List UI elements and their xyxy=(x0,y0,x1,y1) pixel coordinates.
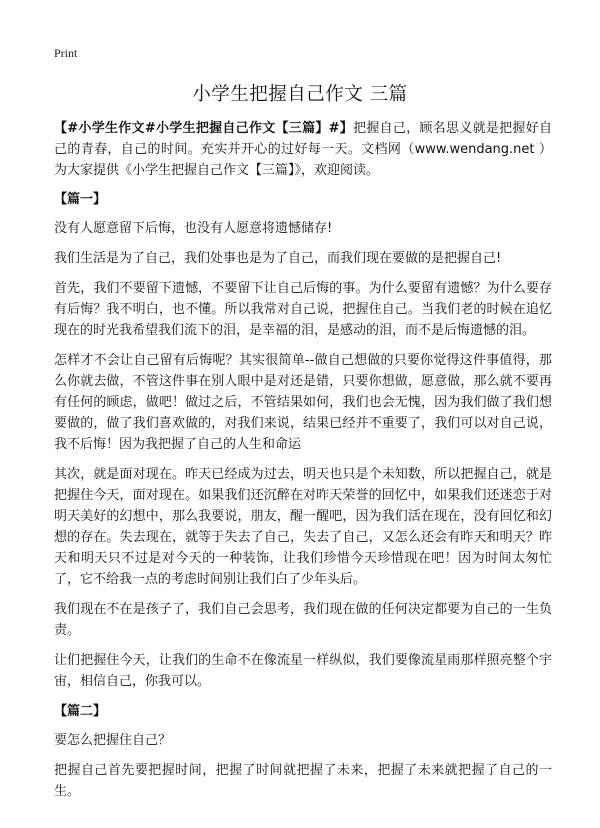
paragraph: 让们把握住今天，让我们的生命不在像流星一样纵似，我们要像流星雨那样照亮整个宇宙，相信自己，你我可以。 xyxy=(54,653,552,689)
intro-text: 把握自己，顾名思义就是把握好自己的青春，自己的时间。充实并开心的过好每一天。文档网（www.wendang.net ）为大家提供《小学生把握自己作文【三篇】》，欢迎阅读。 xyxy=(54,121,552,178)
print-link[interactable]: Print xyxy=(54,46,78,60)
section-heading-2: 【篇二】 xyxy=(54,704,107,719)
intro-paragraph xyxy=(54,118,552,181)
paragraph: 怎样才不会让自己留有后悔呢？其实很简单--做自己想做的只要你觉得这件事值得，那么你就去做，不管这件事在别人眼中是对还是错，只要你想做，愿意做，那么就不要再有任何的顾虑，做吧！做过之后，不管结果如何，我们也会无愧，因为我们做了我们想要做的，做了我们喜欢做的，对我们来说，结果已经并不重要了，我们可以对自己说，我不后悔！因为我把握了自己的人生和命运 xyxy=(54,353,552,452)
page-title: 小学生把握自己作文 三篇 xyxy=(192,84,408,105)
intro-tags: 【#小学生作文#小学生把握自己作文【三篇】#】 xyxy=(54,121,354,136)
paragraph: 我们现在不在是孩子了，我们自己会思考，我们现在做的任何决定都要为自己的一生负责。 xyxy=(54,602,552,638)
paragraph: 没有人愿意留下后悔，也没有人愿意将遗憾储存! xyxy=(54,221,333,236)
article-body xyxy=(54,118,552,811)
section-heading-1: 【篇一】 xyxy=(54,192,107,207)
paragraph: 要怎么把握住自己？ xyxy=(54,733,172,748)
paragraph: 把握自己首先要把握时间，把握了时间就把握了未来，把握了未来就把握了自己的一生。 xyxy=(54,763,552,799)
paragraph: 其次，就是面对现在。昨天已经成为过去，明天也只是个未知数，所以把握自己，就是把握住今天，面对现在。如果我们还沉醉在对昨天荣誉的回忆中，如果我们还迷恋于对明天美好的幻想中，那么我要说，朋友，醒一醒吧，因为我们活在现在，没有回忆和幻想的存在。失去现在，就等于失去了自己，失去了自己，又怎么还会有昨天和明天？昨天和明天只不过是对今天的一种装饰，让我们珍惜今天珍惜现在吧！因为时间太匆忙了，它不给我一点的考虑时间别让我们白了少年头后。 xyxy=(54,467,552,587)
paragraph: 首先，我们不要留下遗憾，不要留下让自己后悔的事。为什么要留有遗憾？为什么要存有后悔？我不明白，也不懂。所以我常对自己说，把握住自己。当我们老的时候在追忆现在的时光我希望我们流下的泪，是幸福的泪，是感动的泪，而不是后悔遗憾的泪。 xyxy=(54,281,552,338)
paragraph: 我们生活是为了自己，我们处事也是为了自己，而我们现在要做的是把握自己! xyxy=(54,251,502,266)
